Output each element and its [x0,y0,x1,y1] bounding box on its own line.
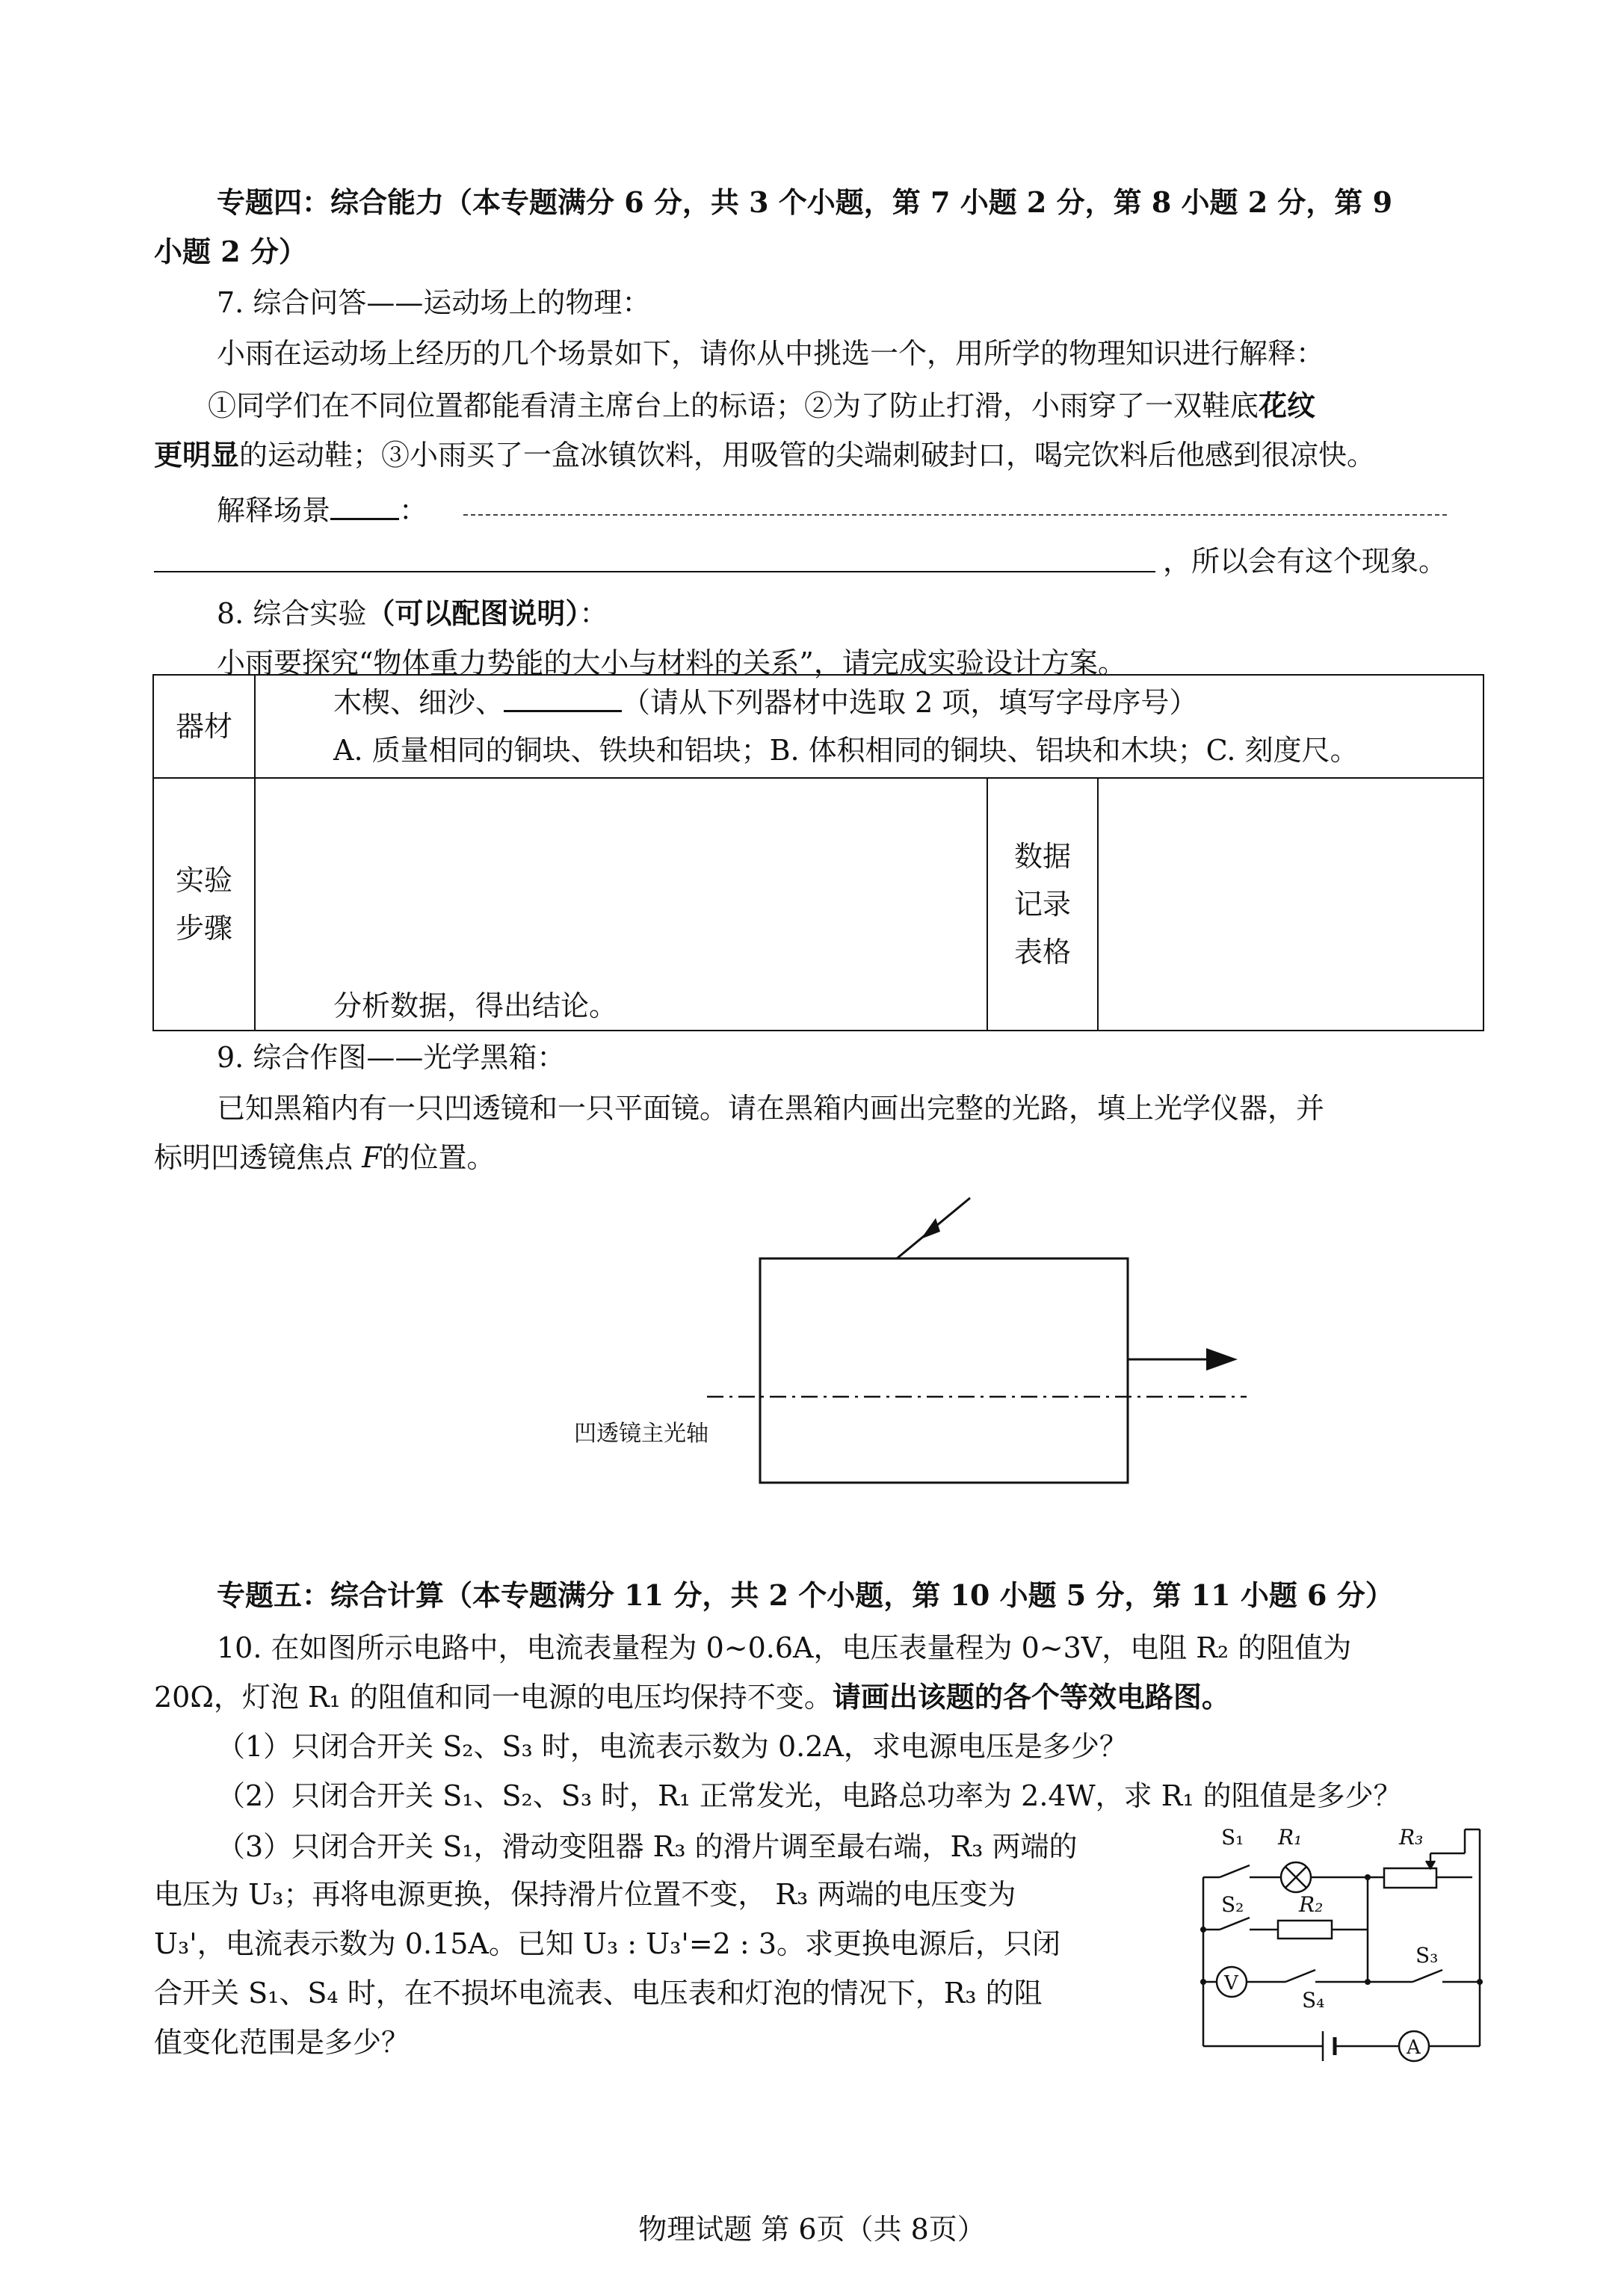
q10-line1: 10. 在如图所示电路中，电流表量程为 0~0.6A，电压表量程为 0~3V，电阻 R₂ 的阻值为 [217,1631,1352,1664]
principal-axis-label: 凹透镜主光轴 [574,1421,708,1447]
q10-part1: （1）只闭合开关 S₂、S₃ 时，电流表示数为 0.2A，求电源电压是多少？ [217,1730,1128,1763]
q7-explain-tail: ，所以会有这个现象。 [1163,545,1448,578]
q8-title-bold: （可以配图说明） [366,596,580,630]
data-table-label-2: 记录 [1013,888,1071,921]
switch-s2 [1220,1918,1250,1930]
q7-scenes-bold-a: 花纹 [1259,389,1316,422]
label-r1: R₁ [1278,1825,1303,1850]
q7-scenes-text-b: 的运动鞋；③小雨买了一盒冰镇饮料，用吸管的尖端刺破封口，喝完饮料后他感到很凉快。 [239,439,1376,472]
q9-line2-a: 标明凹透镜焦点 [154,1141,362,1174]
q9-title: 9. 综合作图——光学黑箱： [217,1041,566,1074]
topic4-heading-cont-text: 小题 2 分） [154,235,307,268]
page-footer: 物理试题 第 6页（共 8页） [638,2213,986,2246]
q7-intro: 小雨在运动场上经历的几个场景如下，请你从中挑选一个，用所学的物理知识进行解释： [217,337,1325,370]
q7-explain-colon: ： [399,494,428,527]
rheostat-r3 [1384,1868,1436,1888]
label-v: V [1224,1972,1238,1995]
q10-line2-bold: 请画出该题的各个等效电路图。 [832,1680,1230,1714]
switch-s1 [1220,1865,1250,1877]
label-s4: S₄ [1302,1988,1325,2013]
q8-title-colon: ： [579,597,608,630]
q8-title-text: 8. 综合实验 [217,597,367,630]
q10-part3-line1: （3）只闭合开关 S₁，滑动变阻器 R₃ 的滑片调至最右端，R₃ 两端的 [217,1830,1078,1863]
topic4-heading-text: 专题四：综合能力（本专题满分 6 分，共 3 个小题，第 7 小题 2 分，第 8 小题 2 分，第 9 [217,185,1393,219]
label-s3: S₃ [1415,1943,1439,1968]
q10-line2 [154,1674,1230,1715]
q10-part3-line5: 值变化范围是多少？ [154,2026,410,2059]
q9-line1: 已知黑箱内有一只凹透镜和一只平面镜。请在黑箱内画出完整的光路，填上光学仪器，并 [217,1092,1325,1125]
q7-title: 7. 综合问答——运动场上的物理： [217,286,651,319]
circuit-diagram [1188,1808,1502,2063]
resistor-r2 [1278,1921,1332,1939]
label-r2: R₂ [1299,1892,1324,1917]
q9-line2-b: 的位置。 [381,1141,495,1174]
equipment-options: A. 质量相同的铜块、铁块和铝块；B. 体积相同的铜块、铝块和木块；C. 刻度尺。 [333,734,1359,767]
switch-s3 [1412,1970,1442,1982]
topic5-heading: 专题五：综合计算（本专题满分 11 分，共 2 个小题，第 10 小题 5 分，第 11 小题 6 分） [217,1578,1394,1612]
q10-part3-line4: 合开关 S₁、S₄ 时，在不损坏电流表、电压表和灯泡的情况下，R₃ 的阻 [154,1977,1043,2010]
q7-scenes-bold-b: 更明显 [154,438,240,472]
q7-scenes-text-a: ①同学们在不同位置都能看清主席台上的标语；②为了防止打滑，小雨穿了一双鞋底 [208,389,1259,422]
steps-conclusion-text: 分析数据，得出结论。 [333,989,618,1022]
q9-focus-symbol: F [362,1141,382,1174]
data-table-label-1: 数据 [1013,840,1071,873]
q10-part3-line3: U₃'，电流表示数为 0.15A。已知 U₃ : U₃'=2 : 3。求更换电源后，只闭 [154,1927,1060,1960]
steps-label-1: 实验 [175,864,232,897]
label-s2: S₂ [1221,1892,1244,1917]
black-box[interactable] [760,1258,1128,1483]
data-table-label-3: 表格 [1013,936,1071,969]
switch-s4 [1285,1970,1315,1982]
equipment-label: 器材 [175,710,232,743]
equipment-hint: （请从下列器材中选取 2 项，填写字母序号） [622,686,1198,719]
label-a: A [1407,2036,1421,2059]
label-r3: R₃ [1399,1825,1424,1850]
equipment-items: 木楔、细沙、 [333,686,504,719]
label-s1: S₁ [1221,1825,1244,1850]
steps-label-2: 步骤 [175,912,232,945]
q10-line2-text: 20Ω，灯泡 R₁ 的阻值和同一电源的电压均保持不变。 [154,1681,833,1714]
incident-ray-arrow [921,1218,940,1239]
q8-intro: 小雨要探究“物体重力势能的大小与材料的关系”，请完成实验设计方案。 [217,646,1126,679]
q10-part3-line2: 电压为 U₃；再将电源更换，保持滑片位置不变， R₃ 两端的电压变为 [154,1878,1016,1911]
q7-explain-label: 解释场景 [217,494,331,527]
q10-part2: （2）只闭合开关 S₁、S₂、S₃ 时，R₁ 正常发光，电路总功率为 2.4W，求 R₁ 的阻值是多少？ [217,1779,1402,1812]
